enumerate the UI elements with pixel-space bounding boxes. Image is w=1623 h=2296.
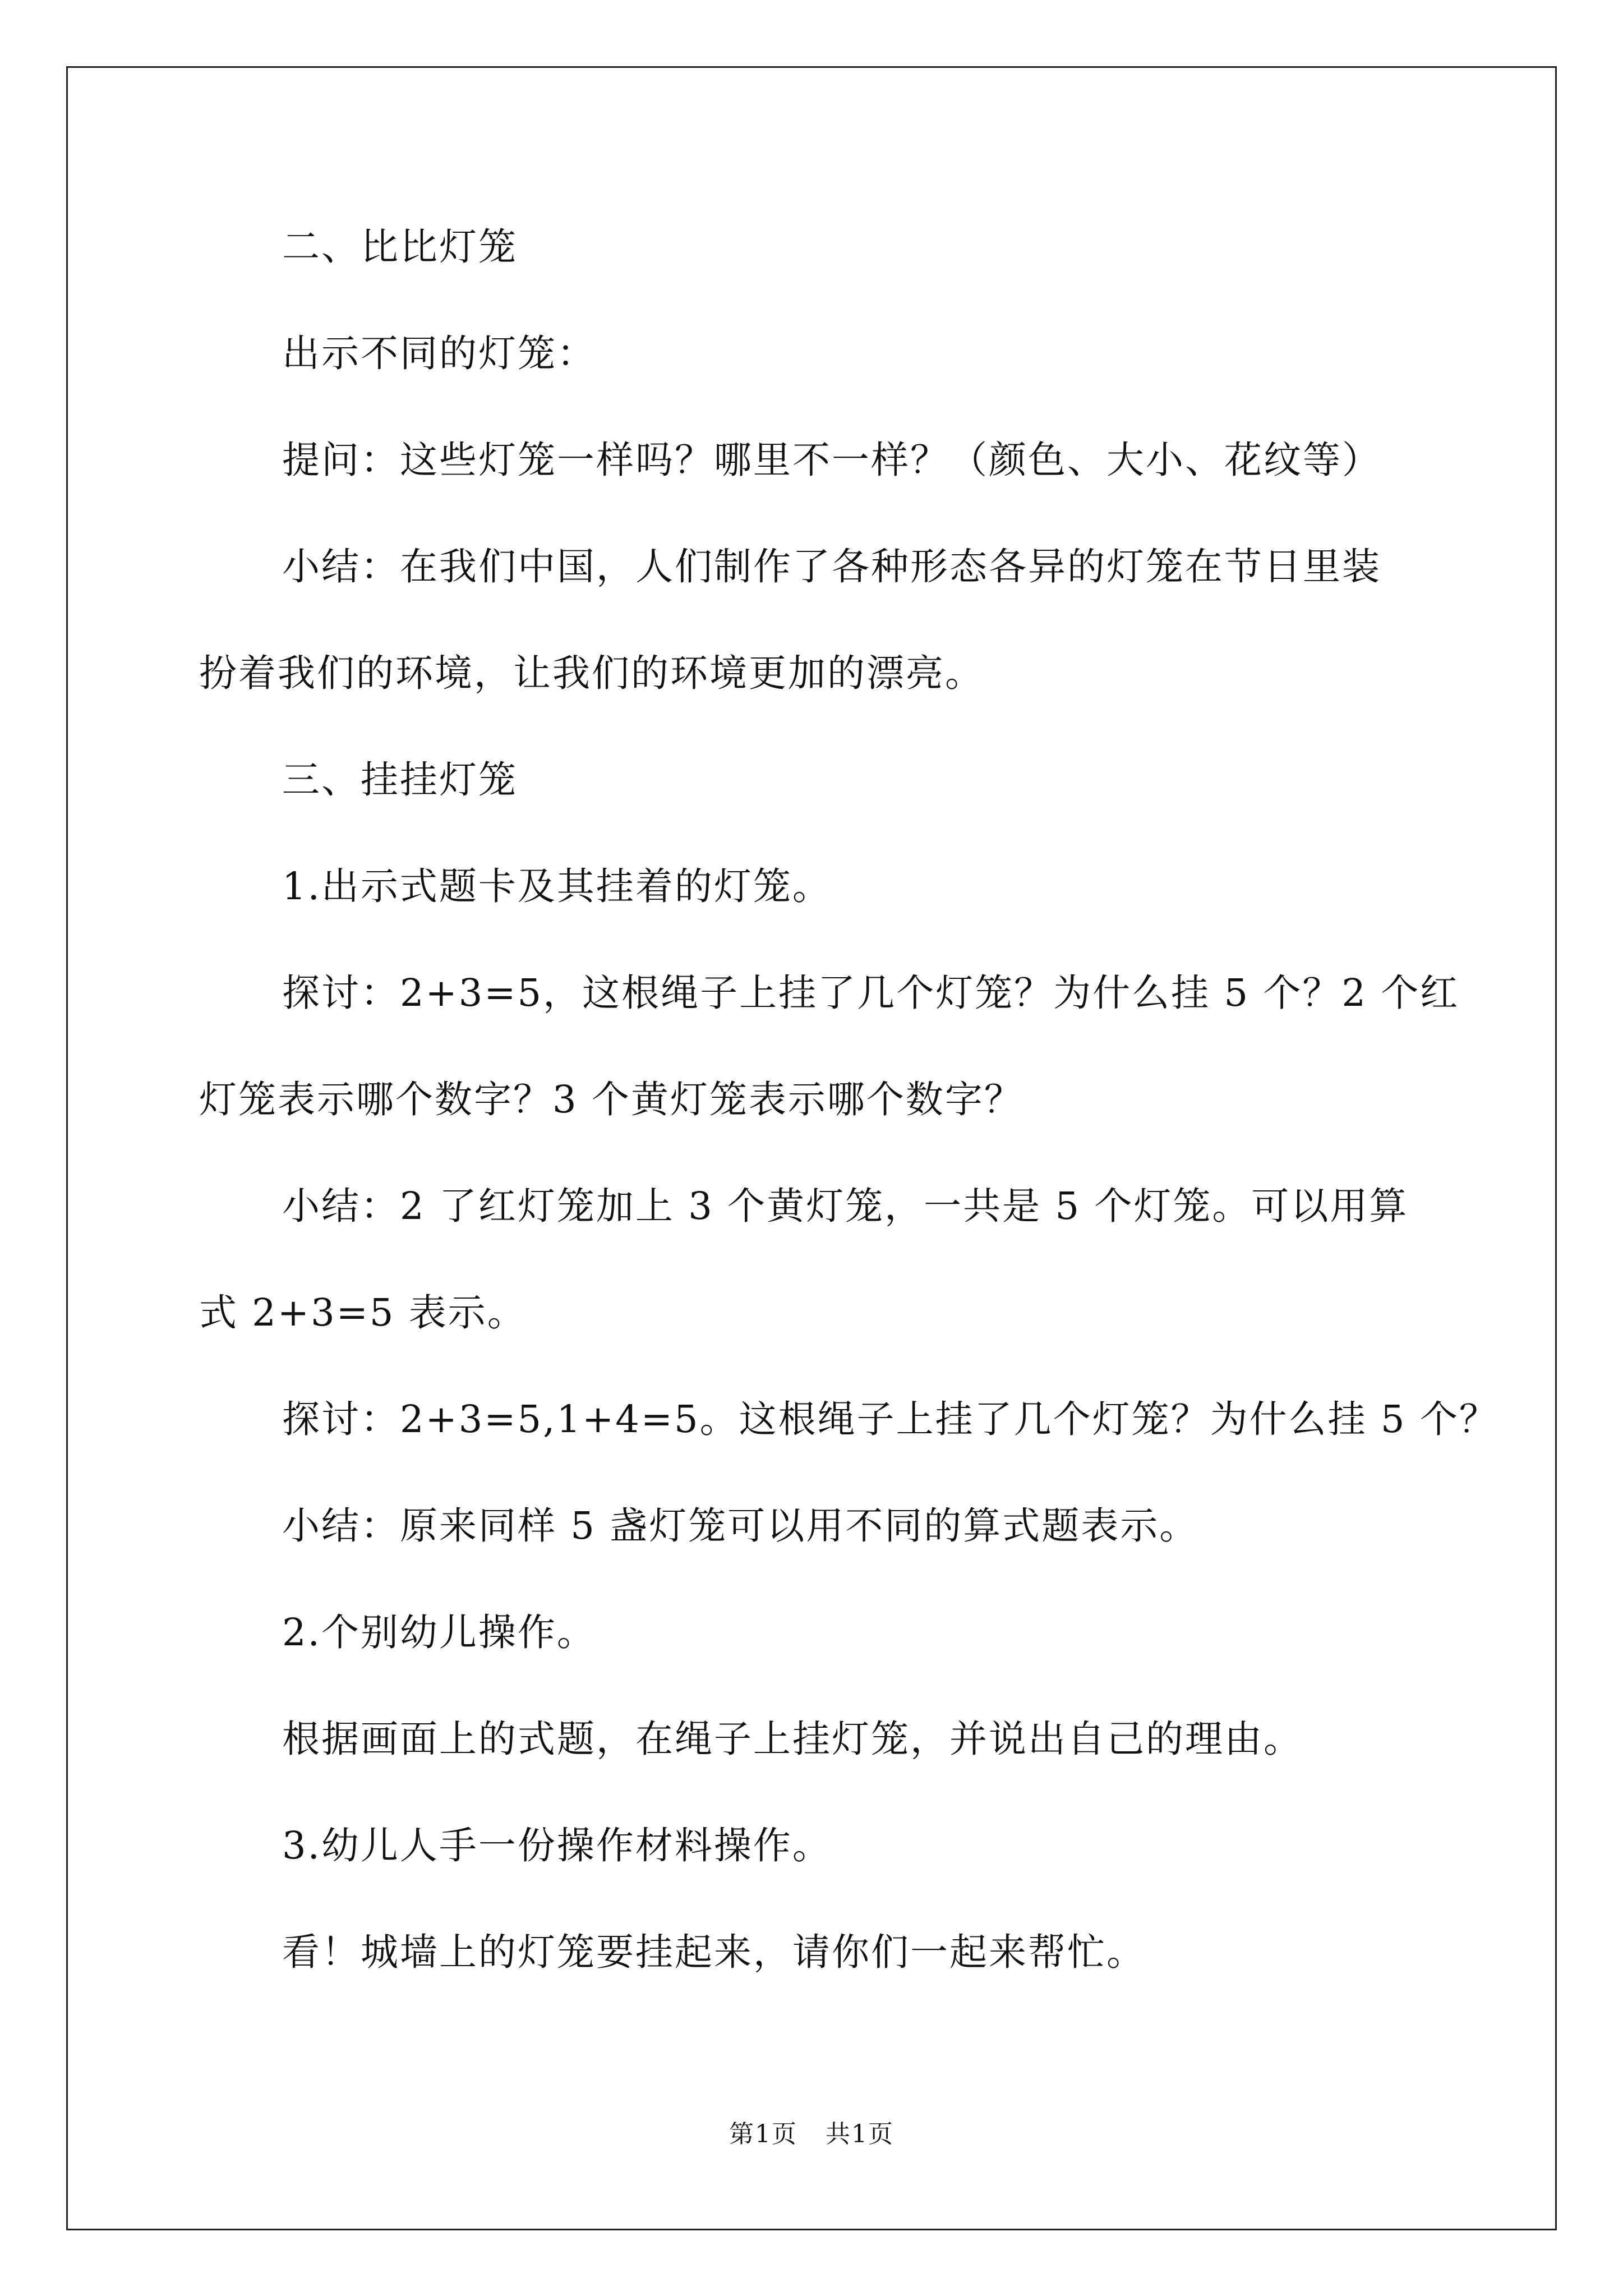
text-line: 小结：原来同样 5 盏灯笼可以用不同的算式题表示。 [282,1504,1199,1548]
text-line: 出示不同的灯笼： [282,332,596,375]
section-heading: 二、比比灯笼 [282,225,518,269]
text-line: 探讨：2+3=5，这根绳子上挂了几个灯笼？为什么挂 5 个？2 个红 [282,971,1460,1015]
text-line: 灯笼表示哪个数字？3 个黄灯笼表示哪个数字？ [199,1078,1023,1121]
page-footer [0,2114,1623,2150]
text-line: 根据画面上的式题，在绳子上挂灯笼，并说出自己的理由。 [282,1717,1303,1761]
text-line: 2.个别幼儿操作。 [282,1611,596,1654]
text-line: 小结：2 了红灯笼加上 3 个黄灯笼，一共是 5 个灯笼。可以用算 [282,1184,1409,1228]
page-total: 共1页 [826,2120,894,2148]
page-number: 第1页 [729,2120,797,2148]
text-line: 探讨：2+3=5,1+4=5。这根绳子上挂了几个灯笼？为什么挂 5 个？ [282,1397,1498,1441]
text-block [199,213,1498,2025]
text-line: 1.出示式题卡及其挂着的灯笼。 [282,864,832,908]
document-body [199,213,1498,2025]
text-line: 小结：在我们中国，人们制作了各种形态各异的灯笼在节日里装 [282,545,1381,588]
text-line: 看！城墙上的灯笼要挂起来，请你们一起来帮忙。 [282,1930,1146,1974]
text-line: 扮着我们的环境，让我们的环境更加的漂亮。 [199,651,984,695]
section-heading: 三、挂挂灯笼 [282,758,518,802]
text-line: 3.幼儿人手一份操作材料操作。 [282,1824,832,1867]
text-line: 提问：这些灯笼一样吗？哪里不一样？（颜色、大小、花纹等） [282,438,1381,482]
text-line: 式 2+3=5 表示。 [199,1291,527,1335]
